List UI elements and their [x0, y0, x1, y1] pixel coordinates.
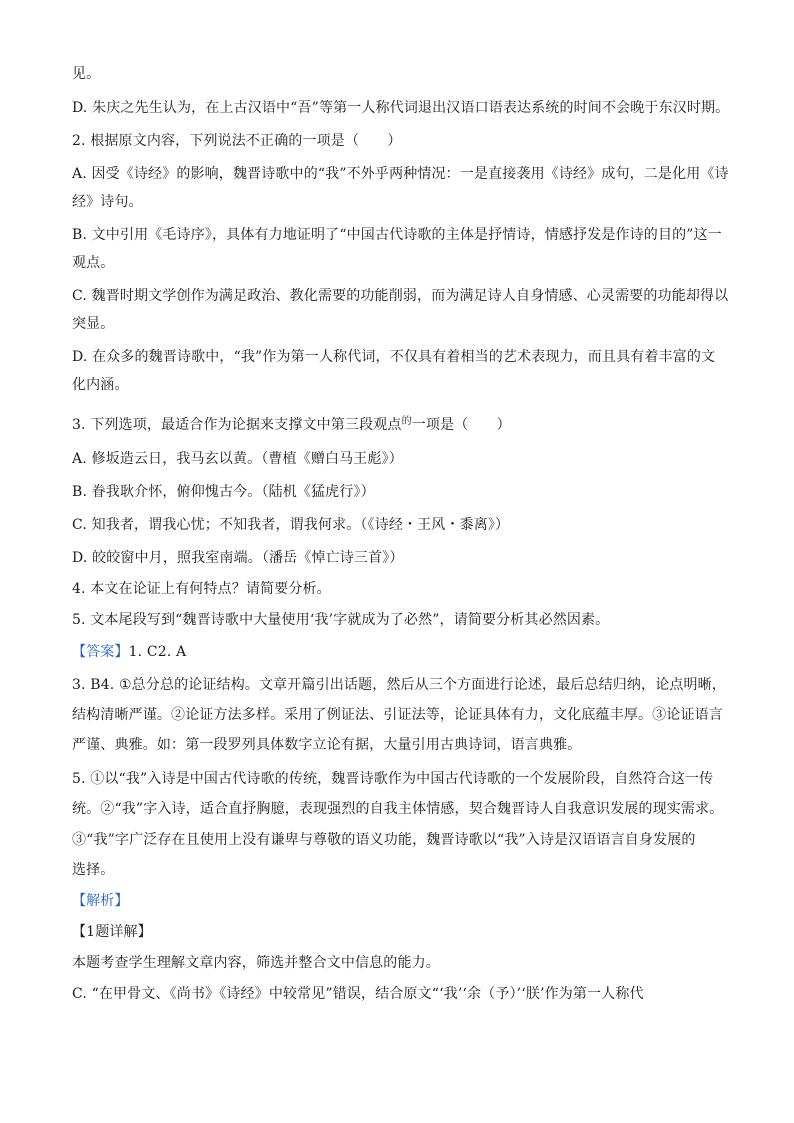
- answer-text: 5. ①以“我”入诗是中国古代诗歌的传统，魏晋诗歌作为中国古代诗歌的一个发展阶段，自然符合这一传: [72, 771, 714, 787]
- option-d: D. 在众多的魏晋诗歌中，“我”作为第一人称代词，不仅具有着相当的艺术表现力，而且具有着丰富的文: [72, 349, 716, 365]
- detail-heading: 【1题详解】: [72, 924, 152, 940]
- answer-text: 选择。: [72, 862, 115, 878]
- option-b: B. 眷我耿介怀，俯仰愧古今。（陆机《猛虎行》）: [72, 484, 375, 500]
- question-5: 5. 文本尾段写到“魏晋诗歌中大量使用‘我’字就成为了必然”，请简要分析其必然因素。: [72, 612, 610, 628]
- text-line: 见。: [72, 66, 101, 82]
- question-3-text: 3. 下列选项，最适合作为论据来支撑文中第三段观点: [72, 417, 402, 433]
- analysis-text: 本题考查学生理解文章内容，筛选并整合文中信息的能力。: [72, 955, 440, 971]
- answer-line: [72, 642, 186, 662]
- analysis-label: 【解析】: [72, 893, 129, 909]
- answer-text: 统。②“我”字入诗，适合直抒胸臆，表现强烈的自我主体情感，契合魏晋诗人自我意识发展的现实需求。: [72, 801, 724, 817]
- superscript-char: 的: [401, 416, 412, 427]
- option-c: C. 知我者，谓我心忧；不知我者，谓我何求。（《诗经・王风・黍离》）: [72, 517, 510, 533]
- option-a: A. 修坂造云日，我马玄以黄。（曹植《赠白马王彪》）: [72, 451, 403, 467]
- text-line: 突显。: [72, 316, 115, 332]
- answer-1-2: 1. C2. A: [128, 644, 187, 660]
- text-line: 化内涵。: [72, 377, 129, 393]
- answer-text: 结构清晰严谨。②论证方法多样。采用了例证法、引证法等，论证具体有力，文化底蕴丰厚。③论证语言: [72, 707, 723, 723]
- question-3-text-end: 一项是（ ）: [411, 417, 511, 433]
- option-b: B. 文中引用《毛诗序》，具体有力地证明了“中国古代诗歌的主体是抒情诗，情感抒发是作诗的目的”这一: [72, 227, 722, 243]
- answer-label: 【答案】: [72, 644, 129, 660]
- text-line: D. 朱庆之先生认为，在上古汉语中“吾”等第一人称代词退出汉语口语表达系统的时间不会晚于东汉时期。: [72, 100, 730, 116]
- analysis-text: C. “在甲骨文、《尚书》《诗经》中较常见”错误，结合原文“‘我’‘余（予）’‘朕’作为第一人称代: [72, 986, 644, 1002]
- option-c: C. 魏晋时期文学创作为满足政治、教化需要的功能削弱，而为满足诗人自身情感、心灵需要的功能却得以: [72, 288, 729, 304]
- question-4: 4. 本文在论证上有何特点？请简要分析。: [72, 581, 331, 597]
- text-line: 经》诗句。: [72, 194, 143, 210]
- option-a: A. 因受《诗经》的影响，魏晋诗歌中的“我”不外乎两种情况：一是直接袭用《诗经》成句，二是化用《诗: [72, 166, 729, 182]
- answer-text: ③“我”字广泛存在且使用上没有谦卑与尊敬的语义功能，魏晋诗歌以“我”入诗是汉语语言自身发展的: [72, 832, 696, 848]
- question-3-stem: [72, 415, 511, 437]
- answer-text: 3. B4. ①总分总的论证结构。文章开篇引出话题，然后从三个方面进行论述，最后总结归纳，论点明晰，: [72, 677, 726, 693]
- option-d: D. 皎皎窗中月，照我室南端。（潘岳《悼亡诗三首》）: [72, 550, 404, 566]
- answer-text: 严谨、典雅。如：第一段罗列具体数字立论有据，大量引用古典诗词，语言典雅。: [72, 737, 582, 753]
- text-line: 观点。: [72, 255, 115, 271]
- question-2-stem: 2. 根据原文内容，下列说法不正确的一项是（ ）: [72, 133, 402, 149]
